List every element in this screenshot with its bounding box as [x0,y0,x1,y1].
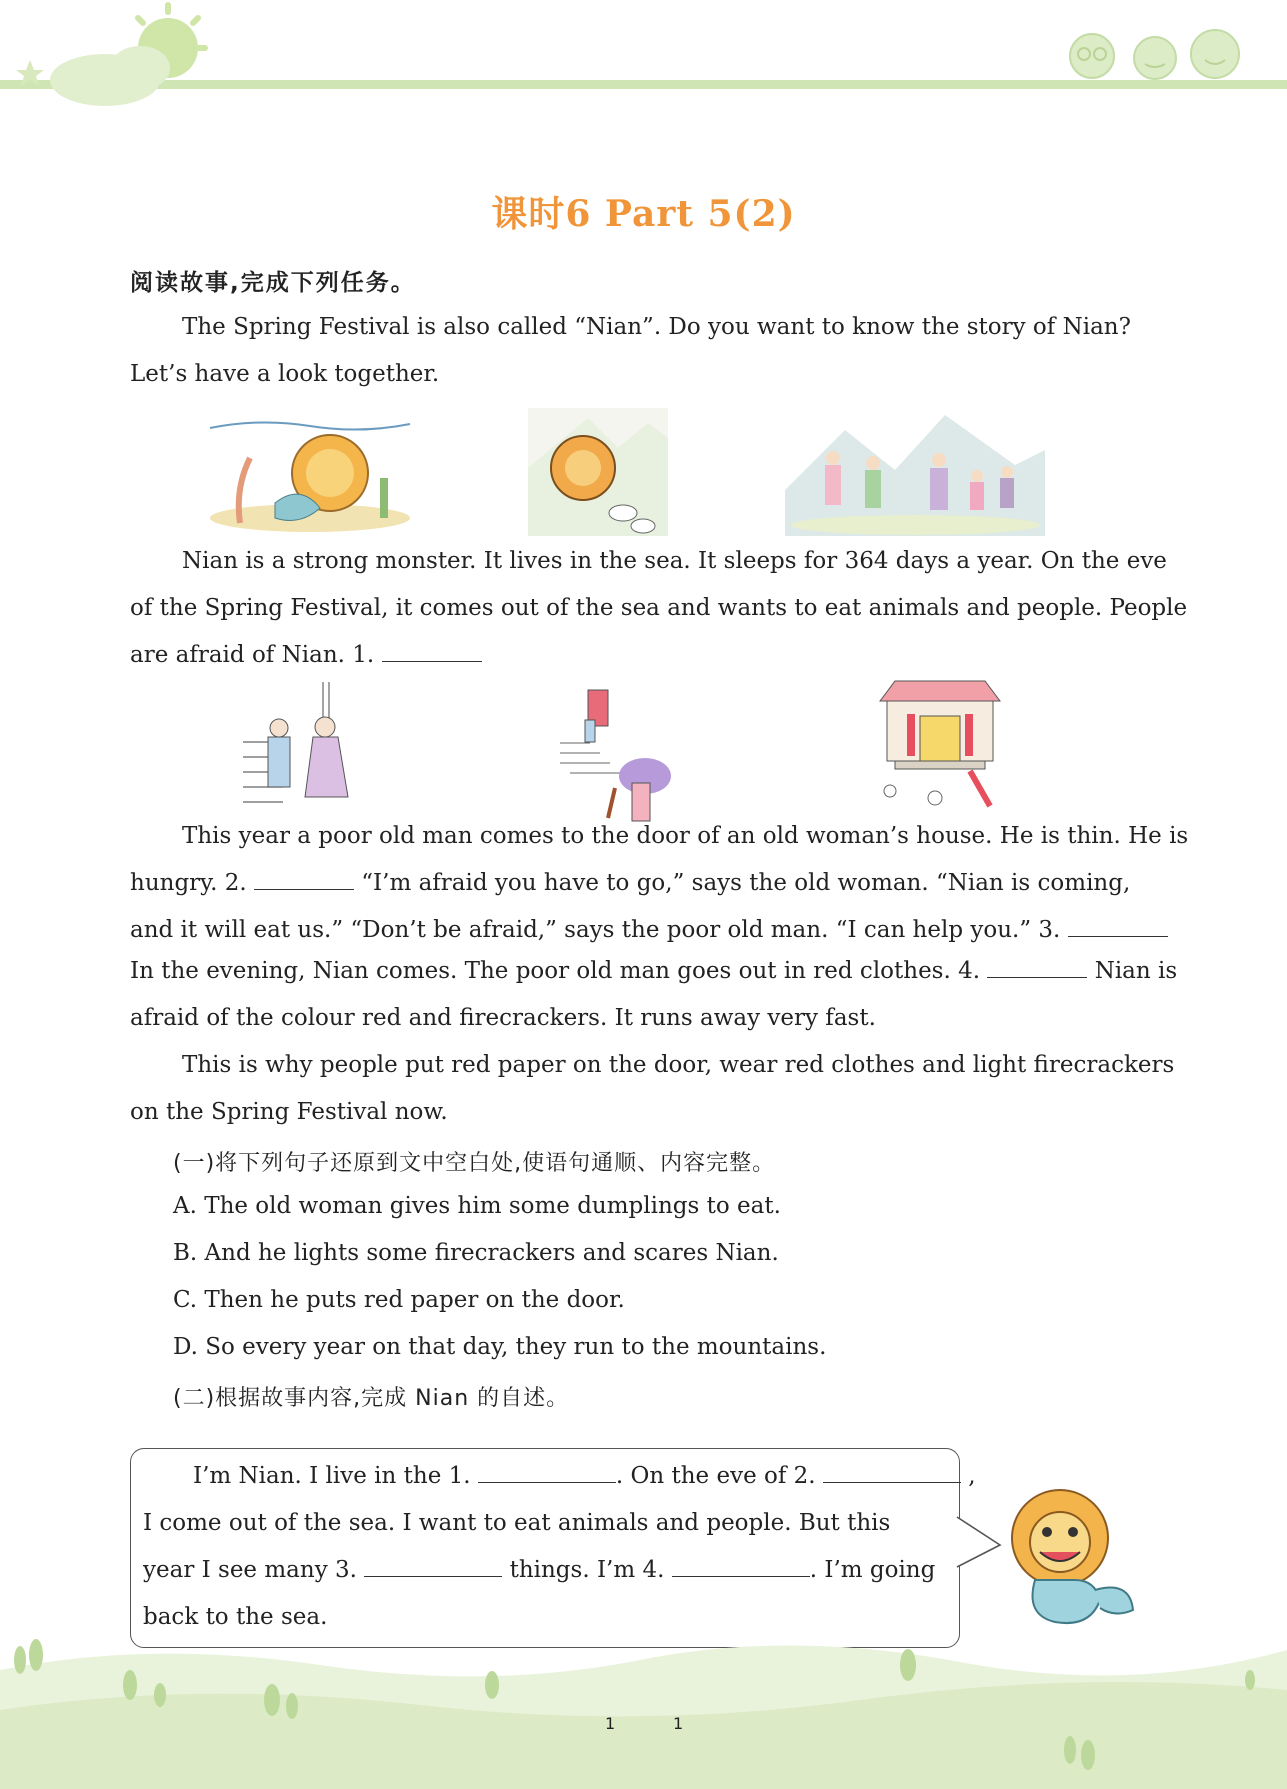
bubble-line-2: I come out of the sea. I want to eat animals and people. But this [143,1510,891,1536]
para1-line-2: of the Spring Festival, it comes out of the sea and wants to eat animals and people. People [130,595,1188,621]
para2-line-4 [130,958,1178,984]
blank-2[interactable] [254,871,354,890]
bubble-blank-1[interactable] [478,1464,616,1483]
blank-4[interactable] [987,959,1087,978]
task1-heading: (一)将下列句子还原到文中空白处,使语句通顺、内容完整。 [173,1151,776,1176]
page-number-right: 1 [673,1714,684,1733]
para2-line-3 [130,917,1140,943]
bubble-line-1-c: , [968,1463,976,1489]
para1-line-1: Nian is a strong monster. It lives in the sea. It sleeps for 364 days a year. On the eve [182,548,1167,574]
bubble-line-1-b: . On the eve of 2. [615,1463,816,1489]
para2-line-2-a: hungry. 2. [130,870,247,896]
para1-line-3 [130,642,1140,668]
bubble-line-1-a: I’m Nian. I live in the 1. [193,1463,471,1489]
para2-line-3-a: and it will eat us.” “Don’t be afraid,” says the poor old man. “I can help you.” 3. [130,917,1061,943]
bubble-blank-2[interactable] [823,1464,961,1483]
para2-line-4-b: Nian is [1094,958,1178,984]
bubble-line-4: back to the sea. [143,1604,328,1630]
intro-line-2: Let’s have a look together. [130,361,440,387]
option-b: B. And he lights some firecrackers and scares Nian. [173,1240,779,1266]
instruction: 阅读故事,完成下列任务。 [130,270,416,296]
nian-in-sea-illustration [200,408,420,536]
blank-1[interactable] [382,643,482,662]
para2-line-2 [130,870,1140,896]
option-a: A. The old woman gives him some dumplings to eat. [173,1193,781,1219]
red-paper-door-illustration [560,688,675,826]
people-fleeing-illustration [785,410,1045,536]
para1-line-3-text: are afraid of Nian. 1. [130,642,375,668]
animal-faces-decoration [1060,20,1250,82]
bubble-line-3-c: . I’m going [809,1557,936,1583]
bottom-hills-decoration [0,1620,1287,1789]
option-d: D. So every year on that day, they run to the mountains. [173,1334,827,1360]
bubble-blank-3[interactable] [364,1558,502,1577]
page-number-left: 1 [605,1714,616,1733]
task2-heading: (二)根据故事内容,完成 Nian 的自述。 [173,1386,570,1411]
option-c: C. Then he puts red paper on the door. [173,1287,625,1313]
sun-cloud-decoration [10,0,210,115]
bubble-line-3-a: year I see many 3. [143,1557,357,1583]
bubble-line-1 [193,1463,976,1489]
para2-line-1: This year a poor old man comes to the door of an old woman’s house. He is thin. He is [182,823,1189,849]
house-with-firecrackers-illustration [875,676,1005,814]
intro-line-1: The Spring Festival is also called “Nian”. Do you want to know the story of Nian? [182,314,1131,340]
para3-line-1: This is why people put red paper on the door, wear red clothes and light firecrackers [182,1052,1175,1078]
nian-monster-illustration [995,1480,1145,1630]
blank-3[interactable] [1068,918,1168,937]
para2-line-2-b: “I’m afraid you have to go,” says the old woman. “Nian is coming, [361,870,1131,896]
para3-line-2: on the Spring Festival now. [130,1099,448,1125]
old-man-and-woman-illustration [243,682,363,812]
lesson-title: 课时6 Part 5(2) [491,193,796,235]
bubble-line-3 [143,1557,939,1583]
bubble-blank-4[interactable] [672,1558,810,1577]
para2-line-4-a: In the evening, Nian comes. The poor old man goes out in red clothes. 4. [130,958,981,984]
para2-line-5: afraid of the colour red and firecrackers. It runs away very fast. [130,1005,876,1031]
bubble-line-3-b: things. I’m 4. [509,1557,665,1583]
nian-on-land-illustration [528,408,668,536]
